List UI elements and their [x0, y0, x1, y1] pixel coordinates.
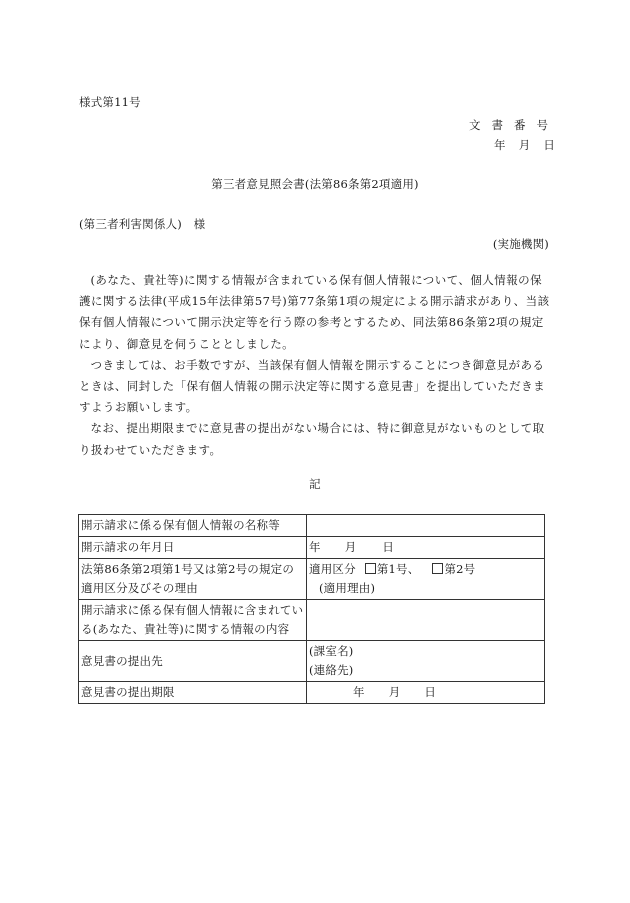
- table-label: 開示請求に係る保有個人情報に含まれている(あなた、貴社等)に関する情報の内容: [79, 600, 307, 641]
- request-date-cell: [307, 537, 545, 559]
- table-row: [79, 559, 545, 600]
- table-row: [79, 682, 545, 704]
- table-row: [79, 600, 545, 641]
- table-label: 意見書の提出先: [79, 641, 307, 682]
- addressee: (第三者利害関係人) 様: [79, 217, 206, 231]
- section-label: (課室名): [309, 644, 354, 658]
- category-cell: [307, 559, 545, 600]
- info-table: [78, 514, 545, 704]
- day-label: 日: [424, 685, 437, 699]
- table-label: 法第86条第2項第1号又は第2号の規定の適用区分及びその理由: [79, 559, 307, 600]
- category-label: 適用区分: [309, 562, 356, 576]
- ki-heading: 記: [309, 477, 321, 491]
- date-char: 年: [494, 138, 506, 152]
- body-text: [79, 270, 553, 461]
- day-label: 日: [382, 540, 395, 554]
- table-label: 意見書の提出期限: [79, 682, 307, 704]
- reason-label: (適用理由): [319, 581, 376, 595]
- date-char: 日: [543, 138, 556, 152]
- checkbox-option2[interactable]: [432, 563, 443, 574]
- month-label: 月: [344, 540, 357, 554]
- month-label: 月: [388, 685, 401, 699]
- deadline-cell: [307, 682, 545, 704]
- date-char: 月: [518, 138, 531, 152]
- docnum-char: 書: [491, 118, 503, 132]
- issue-date-label: [494, 140, 555, 152]
- form-number: 様式第11号: [79, 95, 141, 109]
- contact-label: (連絡先): [309, 663, 354, 677]
- option2-label: 第2号: [444, 562, 476, 576]
- option1-label: 第1号、: [376, 562, 420, 576]
- table-row: [79, 641, 545, 682]
- document-number-label: [469, 120, 548, 132]
- sender-agency: (実施機関): [492, 237, 549, 251]
- document-title: 第三者意見照会書(法第86条第2項適用): [211, 177, 419, 191]
- table-label: 開示請求の年月日: [79, 537, 307, 559]
- submission-cell: [307, 641, 545, 682]
- table-row: [79, 537, 545, 559]
- docnum-char: 文: [469, 118, 481, 132]
- table-value: [307, 515, 545, 537]
- year-label: 年: [309, 540, 321, 554]
- body-paragraph: (あなた、貴社等)に関する情報が含まれている保有個人情報について、個人情報の保護に関する法律(平成15年法律第57号)第77条第1項の規定による開示請求があり、当該保有個人情報について開示決定等を行う際の参考とするため、同法第86条第2項の規定により、御意見を伺うこととしました。: [79, 273, 550, 351]
- table-label: 開示請求に係る保有個人情報の名称等: [79, 515, 307, 537]
- category-line: [309, 560, 542, 579]
- body-paragraph: なお、提出期限までに意見書の提出がない場合には、特に御意見がないものとして取り扱わせていただきます。: [79, 421, 545, 457]
- checkbox-option1[interactable]: [365, 563, 376, 574]
- body-paragraph: つきましては、お手数ですが、当該保有個人情報を開示することにつき御意見があるときは、同封した「保有個人情報の開示決定等に関する意見書」を提出していただきますようお願いします。: [79, 357, 546, 415]
- docnum-char: 番: [514, 118, 526, 132]
- table-row: [79, 515, 545, 537]
- year-label: 年: [353, 685, 365, 699]
- table-value: [307, 600, 545, 641]
- docnum-char: 号: [536, 118, 548, 132]
